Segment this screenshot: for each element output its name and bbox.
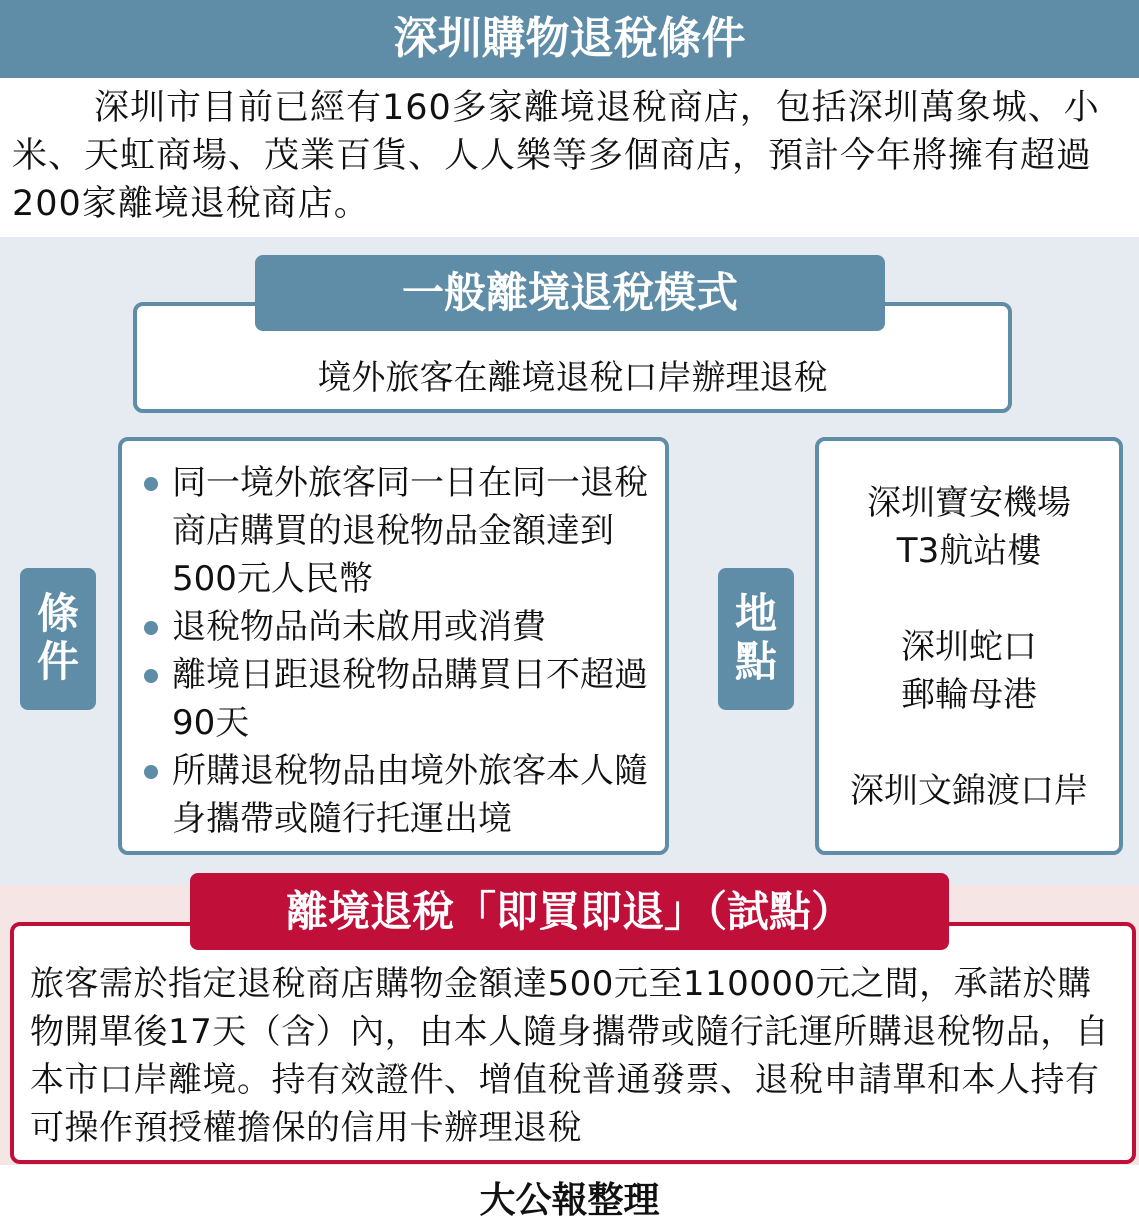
source-credit: 大公報整理 [479,1180,660,1221]
page-title: 深圳購物退稅條件 [0,0,1139,78]
location-item: 深圳蛇口郵輪母港 [901,627,1037,715]
location-item: 深圳文錦渡口岸 [850,771,1088,811]
location-item: 深圳寶安機場T3航站樓 [867,483,1071,571]
conditions-tag: 條件 [20,568,96,710]
mode-description: 境外旅客在離境退稅口岸辦理退稅 [133,302,1012,413]
condition-item: 離境日距退稅物品購買日不超過90天 [172,651,655,747]
locations-list [815,437,1123,855]
locations-tag: 地點 [718,568,794,710]
condition-item: 所購退稅物品由境外旅客本人隨身攜帶或隨行托運出境 [172,747,655,843]
condition-item: 同一境外旅客同一日在同一退稅商店購買的退稅物品金額達到500元人民幣 [172,459,655,603]
mode-heading: 一般離境退稅模式 [255,255,885,331]
intro-paragraph: 深圳市目前已經有160多家離境退稅商店，包括深圳萬象城、小米、天虹商場、茂業百貨、人人樂等多個商店，預計今年將擁有超過200家離境退稅商店。 [12,88,1100,224]
condition-item: 退稅物品尚未啟用或消費 [172,603,655,651]
conditions-list [118,437,669,855]
pilot-description: 旅客需於指定退稅商店購物金額達500元至110000元之間，承諾於購物開單後17天（含）內，由本人隨身攜帶或隨行託運所購退稅物品，自本市口岸離境。持有效證件、增值稅普通發票、退稅申請單和本人持有可操作預授權擔保的信用卡辦理退稅 [10,922,1136,1164]
pilot-heading: 離境退稅「即買即退」（試點） [190,873,949,950]
